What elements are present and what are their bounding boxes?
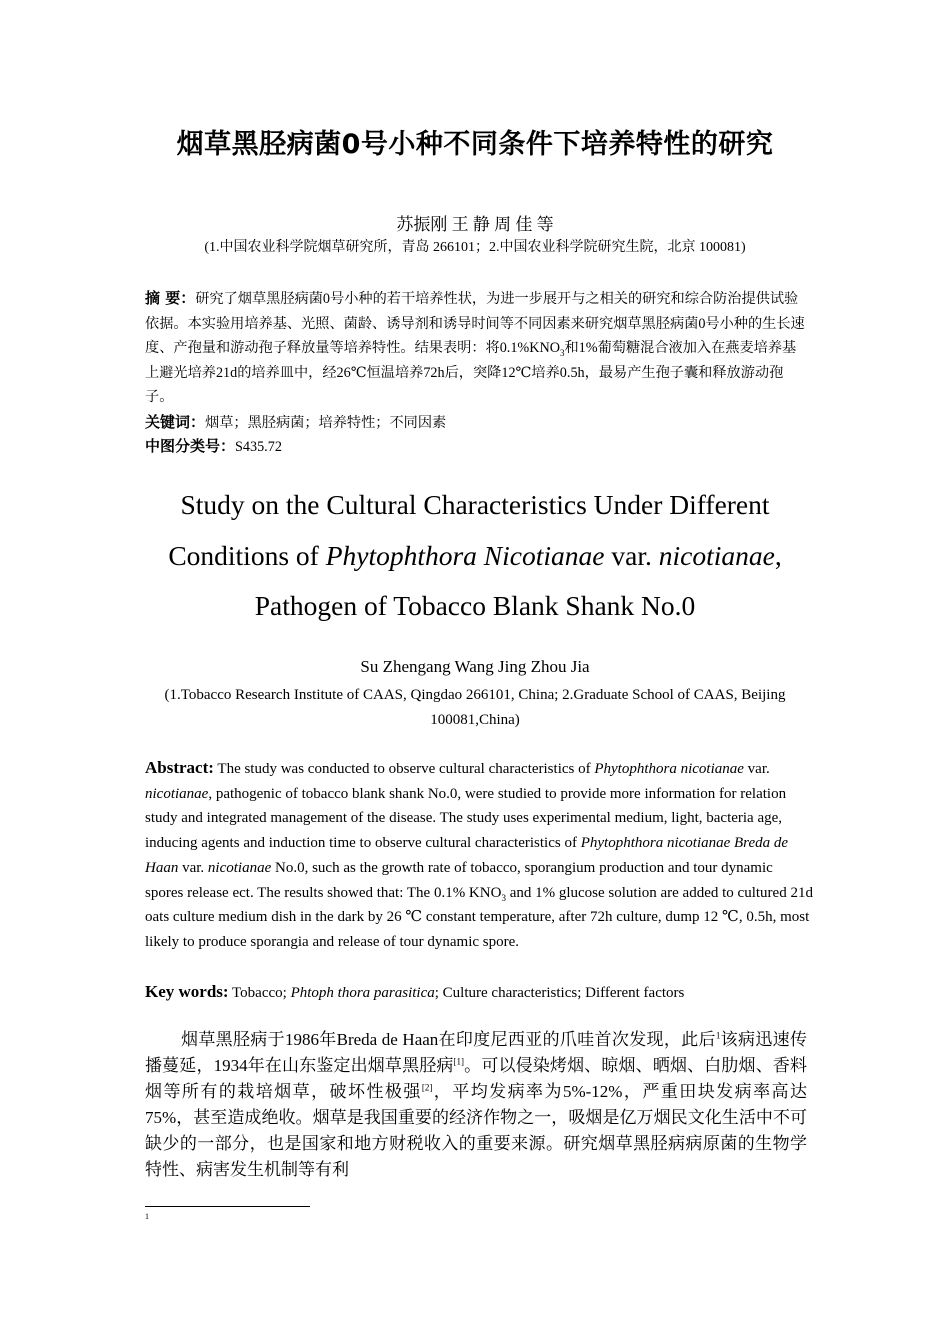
english-title-line-3: Pathogen of Tobacco Blank Shank No.0 — [254, 590, 696, 621]
english-keywords-text: ; Culture characteristics; Different factors — [434, 985, 685, 1001]
chinese-abstract-text-cont: 和1%葡萄糖混合液加入在燕麦培养基上避光培养21d的培养皿中，经26℃恒温培养72h后，突降12℃培养0.5h，最易产生孢子囊和释放游动孢子。 — [145, 340, 797, 405]
footnote-mark: 1 — [145, 1212, 149, 1221]
chinese-abstract — [145, 286, 807, 410]
english-title — [110, 480, 840, 632]
english-abstract-italic: nicotianae — [145, 785, 209, 802]
body-text: 。可以侵染烤烟、晾烟、晒烟、白肋烟、香料烟等所有的栽培烟草，破坏性极强 — [145, 1056, 808, 1101]
citation-reference[interactable]: [2] — [421, 1082, 433, 1093]
english-keywords-italic: Phtoph thora parasitica — [290, 985, 435, 1001]
english-title-text: var. — [604, 539, 659, 571]
english-title-variety: nicotianae — [658, 539, 775, 571]
english-keywords-text: Tobacco; — [228, 985, 291, 1001]
english-abstract-text: var. — [743, 761, 770, 777]
body-text: ，平均发病率为5%-12%，严重田块发病率高达75%，甚至造成绝收。烟草是我国重要的经济作物之一，吸烟是亿万烟民文化生活中不可缺少的一部分，也是国家和地方财税收入的重要来源。研究烟草黑胫病病原菌的生物学特性、病害发生机制等有利 — [145, 1082, 808, 1179]
english-abstract — [145, 756, 813, 955]
english-title-text: , — [774, 539, 782, 571]
chinese-keywords-text: 烟草；黑胫病菌；培养特性；不同因素 — [205, 415, 447, 431]
chinese-keywords — [145, 410, 807, 435]
english-abstract-text: The study was conducted to observe cultural characteristics of — [213, 761, 595, 777]
chinese-abstract-text: 研究了烟草黑胫病菌0号小种的若干培养性状，为进一步展开与之相关的研究和综合防治提供试验依据。本实验用培养基、光照、菌龄、诱导剂和诱导时间等不同因素来研究烟草黑胫病菌0号小种的生长速度、产孢量和游动孢子释放量等培养特性。结果表明：将0.1%KNO — [145, 291, 805, 356]
english-title-text: Conditions of — [168, 539, 326, 571]
body-text: 烟草黑胫病于1986年Breda de Haan在印度尼西亚的爪哇首次发现，此后 — [181, 1030, 716, 1049]
chinese-classification-text: S435.72 — [235, 439, 282, 455]
english-title-line-1: Study on the Cultural Characteristics Under Different — [180, 489, 770, 520]
footnote-reference[interactable]: 1 — [715, 1030, 721, 1041]
english-abstract-text: var. — [178, 859, 208, 876]
chinese-affiliation: (1.中国农业科学院烟草研究所，青岛 266101；2.中国农业科学院研究生院，北京 100081) — [204, 240, 746, 255]
english-keywords — [145, 980, 813, 1006]
footnote-divider — [145, 1206, 310, 1207]
english-abstract-italic: Phytophthora nicotianae Breda de Haan — [145, 835, 789, 876]
english-abstract-label: Abstract: — [145, 758, 214, 777]
english-title-line-2 — [110, 531, 840, 582]
body-text: 该病迅速传播蔓延，1934年在山东鉴定出烟草黑胫病 — [145, 1030, 807, 1075]
chinese-abstract-subscript: 3 — [559, 347, 565, 358]
english-abstract-text: No.0, such as the growth rate of tobacco, sporangium production and tour dynamic spores release ect. The results showed that: The 0.1% KNO — [145, 859, 773, 901]
english-abstract-subscript: 3 — [501, 892, 506, 903]
english-abstract-text: and 1% glucose solution are added to cultured 21d oats culture medium dish in the dark by 26 ℃ constant temperature, after 72h culture, dump 12 ℃, 0.5h, most likely to produce sporangia and release of tour dynamic spore. — [145, 884, 813, 950]
english-affiliation: (1.Tobacco Research Institute of CAAS, Qingdao 266101, China; 2.Graduate School of CAAS, Beijing 100081,China) — [164, 687, 786, 728]
english-abstract-italic: nicotianae — [207, 859, 272, 876]
chinese-title: 烟草黑胫病菌0号小种不同条件下培养特性的研究 — [176, 129, 774, 160]
english-title-species: Phytophthora Nicotianae — [325, 539, 605, 571]
body-paragraph — [145, 1027, 807, 1183]
chinese-classification — [145, 434, 807, 459]
citation-reference[interactable]: [1] — [453, 1056, 465, 1067]
chinese-authors: 苏振刚 王 静 周 佳 等 — [396, 215, 554, 234]
english-abstract-italic: Phytophthora nicotianae — [594, 761, 744, 777]
english-authors: Su Zhengang Wang Jing Zhou Jia — [360, 657, 590, 676]
chinese-classification-label: 中图分类号： — [145, 437, 236, 455]
english-keywords-label: Key words: — [145, 982, 229, 1001]
chinese-abstract-label: 摘 要： — [145, 289, 196, 307]
english-abstract-text: , pathogenic of tobacco blank shank No.0, were studied to provide more information for relation study and integrated management of the disease. The study uses experimental medium, light, bacteria age, inducing agents and induction time to observe cultural characteristics of — [145, 785, 787, 852]
chinese-keywords-label: 关键词： — [145, 413, 206, 431]
